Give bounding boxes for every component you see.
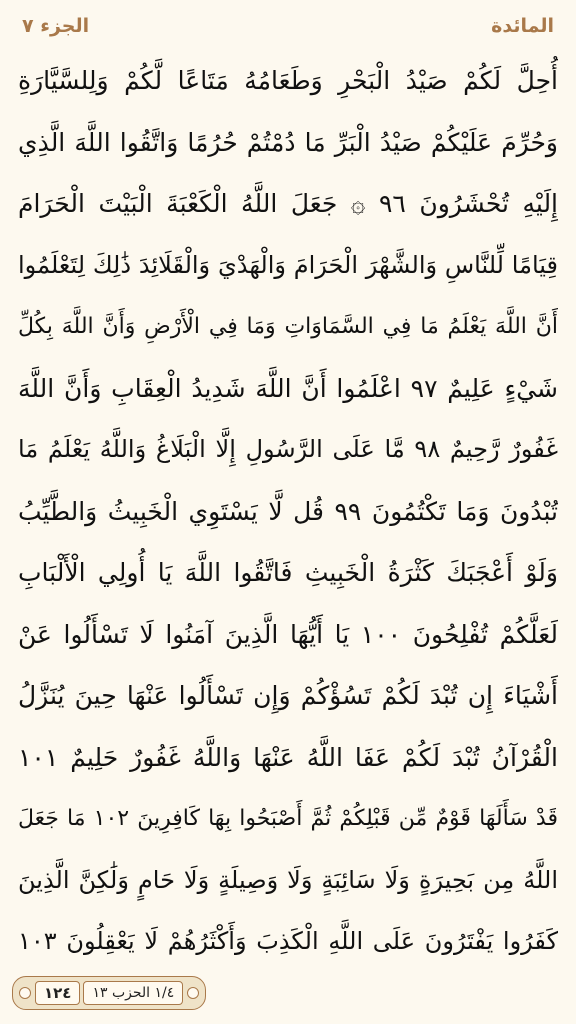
text-line: قَدْ سَأَلَهَا قَوْمٌ مِّن قَبْلِكُمْ ثُمَّ أَصْبَحُوا بِهَا كَافِرِينَ ١٠٢ مَا جَعَلَ <box>18 806 558 831</box>
text-line: اللَّهُ مِن بَحِيرَةٍ وَلَا سَائِبَةٍ وَلَا وَصِيلَةٍ وَلَا حَامٍ وَلَٰكِنَّ الَّذِينَ <box>18 865 558 894</box>
juz-label: الجزء ٧ <box>22 15 90 37</box>
text-line: أُحِلَّ لَكُمْ صَيْدُ الْبَحْرِ وَطَعَامُهُ مَتَاعًا لَّكُمْ وَلِلسَّيَّارَةِ <box>18 66 558 95</box>
text-line: غَفُورٌ رَّحِيمٌ ٩٨ مَّا عَلَى الرَّسُولِ إِلَّا الْبَلَاغُ وَاللَّهُ يَعْلَمُ مَا <box>18 435 558 463</box>
page-header <box>22 10 554 42</box>
text-line: كَفَرُوا يَفْتَرُونَ عَلَى اللَّهِ الْكَذِبَ وَأَكْثَرُهُمْ لَا يَعْقِلُونَ ١٠٣ <box>18 927 558 955</box>
text-line: تُبْدُونَ وَمَا تَكْتُمُونَ ٩٩ قُل لَّا يَسْتَوِي الْخَبِيثُ وَالطَّيِّبُ <box>18 496 558 526</box>
text-line: وَحُرِّمَ عَلَيْكُمْ صَيْدُ الْبَرِّ مَا دُمْتُمْ حُرُمًا وَاتَّقُوا اللَّهَ الَّذِي <box>18 127 558 157</box>
text-line: أَشْيَاءَ إِن تُبْدَ لَكُمْ تَسُؤْكُمْ وَإِن تَسْأَلُوا عَنْهَا حِينَ يُنَزَّلُ <box>18 681 558 710</box>
footer-ornament-icon <box>19 987 31 999</box>
verse-text-block <box>18 50 558 973</box>
text-line: شَيْءٍ عَلِيمٌ ٩٧ اعْلَمُوا أَنَّ اللَّهَ شَدِيدُ الْعِقَابِ وَأَنَّ اللَّهَ <box>18 373 558 403</box>
footer-ornament-icon <box>187 987 199 999</box>
page-footer <box>12 976 206 1010</box>
text-line: قِيَامًا لِّلنَّاسِ وَالشَّهْرَ الْحَرَامَ وَالْهَدْيَ وَالْقَلَائِدَ ذَٰلِكَ لِتَعْلَمُوا <box>18 250 558 279</box>
hizb-label: ١/٤ الحزب ١٣ <box>83 981 183 1005</box>
text-line: إِلَيْهِ تُحْشَرُونَ ٩٦ ۞ جَعَلَ اللَّهُ الْكَعْبَةَ الْبَيْتَ الْحَرَامَ <box>18 189 558 218</box>
page-number: ١٢٤ <box>35 981 80 1005</box>
text-line: لَعَلَّكُمْ تُفْلِحُونَ ١٠٠ يَا أَيُّهَا الَّذِينَ آمَنُوا لَا تَسْأَلُوا عَنْ <box>18 619 558 649</box>
text-line: الْقُرْآنُ تُبْدَ لَكُمْ عَفَا اللَّهُ عَنْهَا وَاللَّهُ غَفُورٌ حَلِيمٌ ١٠١ <box>18 742 558 772</box>
text-line: وَلَوْ أَعْجَبَكَ كَثْرَةُ الْخَبِيثِ فَاتَّقُوا اللَّهَ يَا أُولِي الْأَلْبَابِ <box>18 558 558 587</box>
text-line: أَنَّ اللَّهَ يَعْلَمُ مَا فِي السَّمَاوَاتِ وَمَا فِي الْأَرْضِ وَأَنَّ اللَّهَ بِكُلِّ <box>18 314 558 339</box>
surah-name: المائدة <box>491 15 554 37</box>
